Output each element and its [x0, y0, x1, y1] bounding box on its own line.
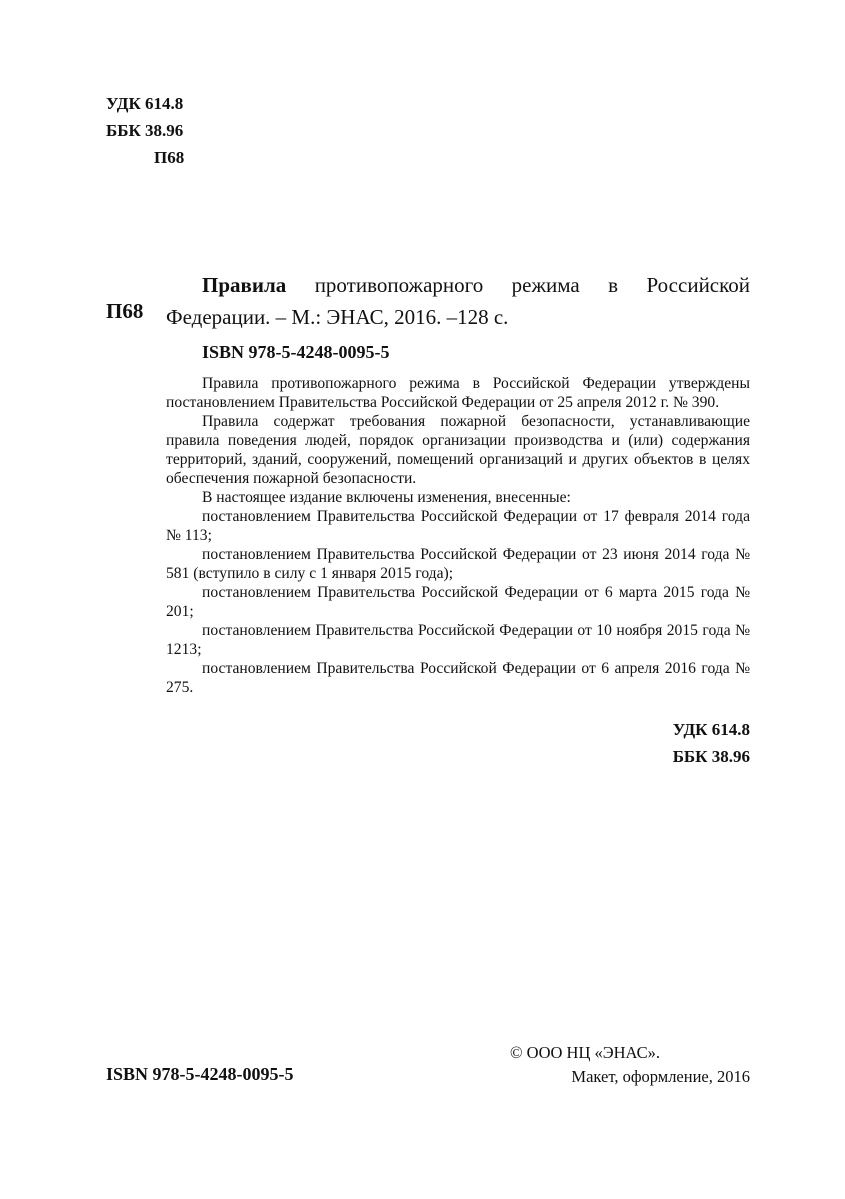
annotation-paragraph: постановлением Правительства Российской Федерации от 6 апреля 2016 года № 275.: [166, 660, 750, 696]
index-right-block: [560, 716, 750, 770]
bibliographic-title: [166, 269, 750, 333]
annotation: [166, 374, 750, 697]
annotation-paragraph: В настоящее издание включены изменения, внесенные:: [202, 489, 571, 506]
bbk-code-right: ББК 38.96: [672, 747, 750, 766]
title-bold: Правила: [202, 273, 287, 297]
copyright-line: © ООО НЦ «ЭНАС».: [510, 1043, 661, 1062]
bbk-code: ББК 38.96: [106, 121, 184, 140]
author-mark: П68: [154, 148, 185, 167]
annotation-paragraph: постановлением Правительства Российской Федерации от 10 ноября 2015 года № 1213;: [166, 622, 750, 658]
copyright-block: [510, 1041, 750, 1089]
classification-block: [106, 90, 184, 171]
udk-code: УДК 614.8: [106, 94, 184, 113]
bibliographic-author-mark: П68: [106, 299, 144, 323]
annotation-paragraph: постановлением Правительства Российской Федерации от 6 марта 2015 года № 201;: [166, 584, 750, 620]
title-rest: противопожарного режима в Российской Федерации. – М.: ЭНАС, 2016. –128 с.: [166, 273, 750, 329]
isbn-top: ISBN 978-5-4248-0095-5: [202, 342, 390, 362]
annotation-paragraph: постановлением Правительства Российской Федерации от 23 июня 2014 года № 581 (вступило в силу с 1 января 2015 года);: [166, 546, 750, 582]
annotation-paragraph: Правила содержат требования пожарной безопасности, устанавливающие правила поведения людей, порядок организации производства и (или) содержания территорий, зданий, сооружений, помещений организаций и других объектов в целях обеспечения пожарной безопасности.: [166, 413, 750, 487]
annotation-paragraph: постановлением Правительства Российской Федерации от 17 февраля 2014 года № 113;: [166, 508, 750, 544]
udk-code-right: УДК 614.8: [672, 720, 750, 739]
isbn-bottom: ISBN 978-5-4248-0095-5: [106, 1064, 294, 1084]
layout-note: Макет, оформление, 2016: [571, 1067, 750, 1086]
annotation-paragraph: Правила противопожарного режима в Российской Федерации утверждены постановлением Правительства Российской Федерации от 25 апреля 2012 г. № 390.: [166, 375, 750, 411]
